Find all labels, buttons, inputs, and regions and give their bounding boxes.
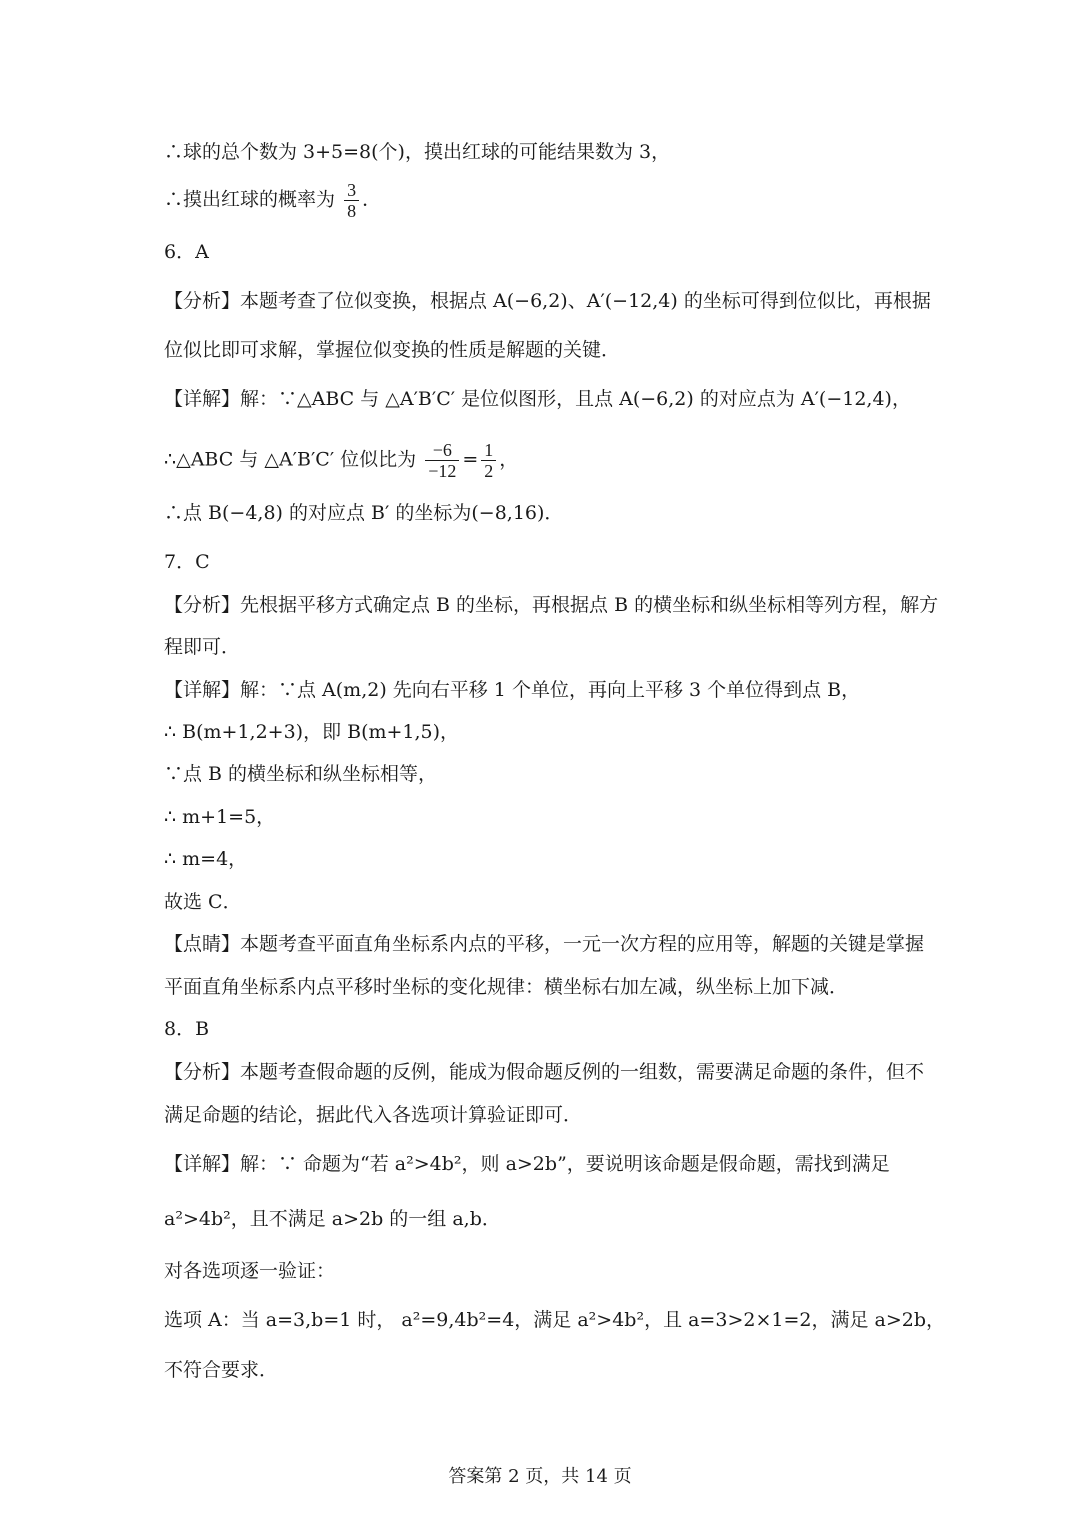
text-line: 【详解】解：∵ 命题为“若 a²>4b²，则 a>2b”，要说明该命题是假命题，需找到满足 <box>164 1153 890 1175</box>
text-line: ∴ m+1=5， <box>164 806 276 828</box>
text-line: ∴△ABC 与 △A′B′C′ 位似比为 <box>164 448 417 471</box>
text-line: ∴点 B(−4,8) 的对应点 B′ 的坐标为(−8,16)． <box>164 502 564 524</box>
answer-heading: 7．C <box>164 551 210 573</box>
text-line-probability <box>164 180 381 221</box>
text-line: 【分析】本题考查假命题的反例，能成为假命题反例的一组数，需要满足命题的条件，但不 <box>164 1061 925 1083</box>
text-line: ∴球的总个数为 3+5=8(个)，摸出红球的可能结果数为 3， <box>164 141 671 163</box>
answer-heading: 8．B <box>164 1018 210 1040</box>
page-footer: 答案第 2 页，共 14 页 <box>448 1466 632 1487</box>
text-tail: ， <box>499 448 519 471</box>
text-line: 不符合要求． <box>164 1359 279 1381</box>
text-line: 【分析】先根据平移方式确定点 B 的坐标，再根据点 B 的横坐标和纵坐标相等列方程，解方 <box>164 594 939 616</box>
fraction-denominator: −12 <box>428 461 457 481</box>
fraction-denominator: 8 <box>347 201 357 221</box>
text-line: 位似比即可求解，掌握位似变换的性质是解题的关键． <box>164 339 621 361</box>
text-tail: ． <box>362 188 382 211</box>
fraction-numerator: −6 <box>425 440 459 461</box>
text-line: 【详解】解：∵点 A(m,2) 先向右平移 1 个单位，再向上平移 3 个单位得到点 B， <box>164 679 861 701</box>
fraction-denominator: 2 <box>484 461 494 481</box>
equals-sign: = <box>462 448 479 471</box>
text-line: 满足命题的结论，据此代入各选项计算验证即可． <box>164 1104 583 1126</box>
text-line: ∴摸出红球的概率为 <box>164 188 336 211</box>
fraction-ratio-left <box>425 440 459 481</box>
text-line: 【分析】本题考查了位似变换，根据点 A(−6,2)、A′(−12,4) 的坐标可得到位似比，再根据 <box>164 290 931 312</box>
text-line: a²>4b²，且不满足 a>2b 的一组 a,b． <box>164 1208 501 1230</box>
fraction-numerator: 1 <box>481 440 496 461</box>
text-line: 故选 C． <box>164 891 242 913</box>
text-line: ∴ B(m+1,2+3)，即 B(m+1,5)， <box>164 721 460 743</box>
fraction-ratio-right <box>481 440 496 481</box>
text-line: 【详解】解：∵△ABC 与 △A′B′C′ 是位似图形，且点 A(−6,2) 的对应点为 A′(−12,4)， <box>164 388 911 410</box>
text-line: ∵点 B 的横坐标和纵坐标相等， <box>164 763 438 785</box>
text-line: 【点睛】本题考查平面直角坐标系内点的平移，一元一次方程的应用等，解题的关键是掌握 <box>164 933 925 955</box>
text-line-ratio <box>164 440 518 481</box>
text-line: 选项 A：当 a=3,b=1 时， a²=9,4b²=4，满足 a²>4b²，且 a=3>2×1=2，满足 a>2b， <box>164 1309 946 1331</box>
text-line: 平面直角坐标系内点平移时坐标的变化规律：横坐标右加左减，纵坐标上加下减． <box>164 976 849 998</box>
fraction-numerator: 3 <box>344 180 359 201</box>
text-line: 对各选项逐一验证： <box>164 1260 336 1282</box>
text-line: 程即可． <box>164 636 241 658</box>
fraction-probability <box>344 180 359 221</box>
text-line: ∴ m=4， <box>164 848 248 870</box>
answer-heading: 6．A <box>164 241 209 263</box>
